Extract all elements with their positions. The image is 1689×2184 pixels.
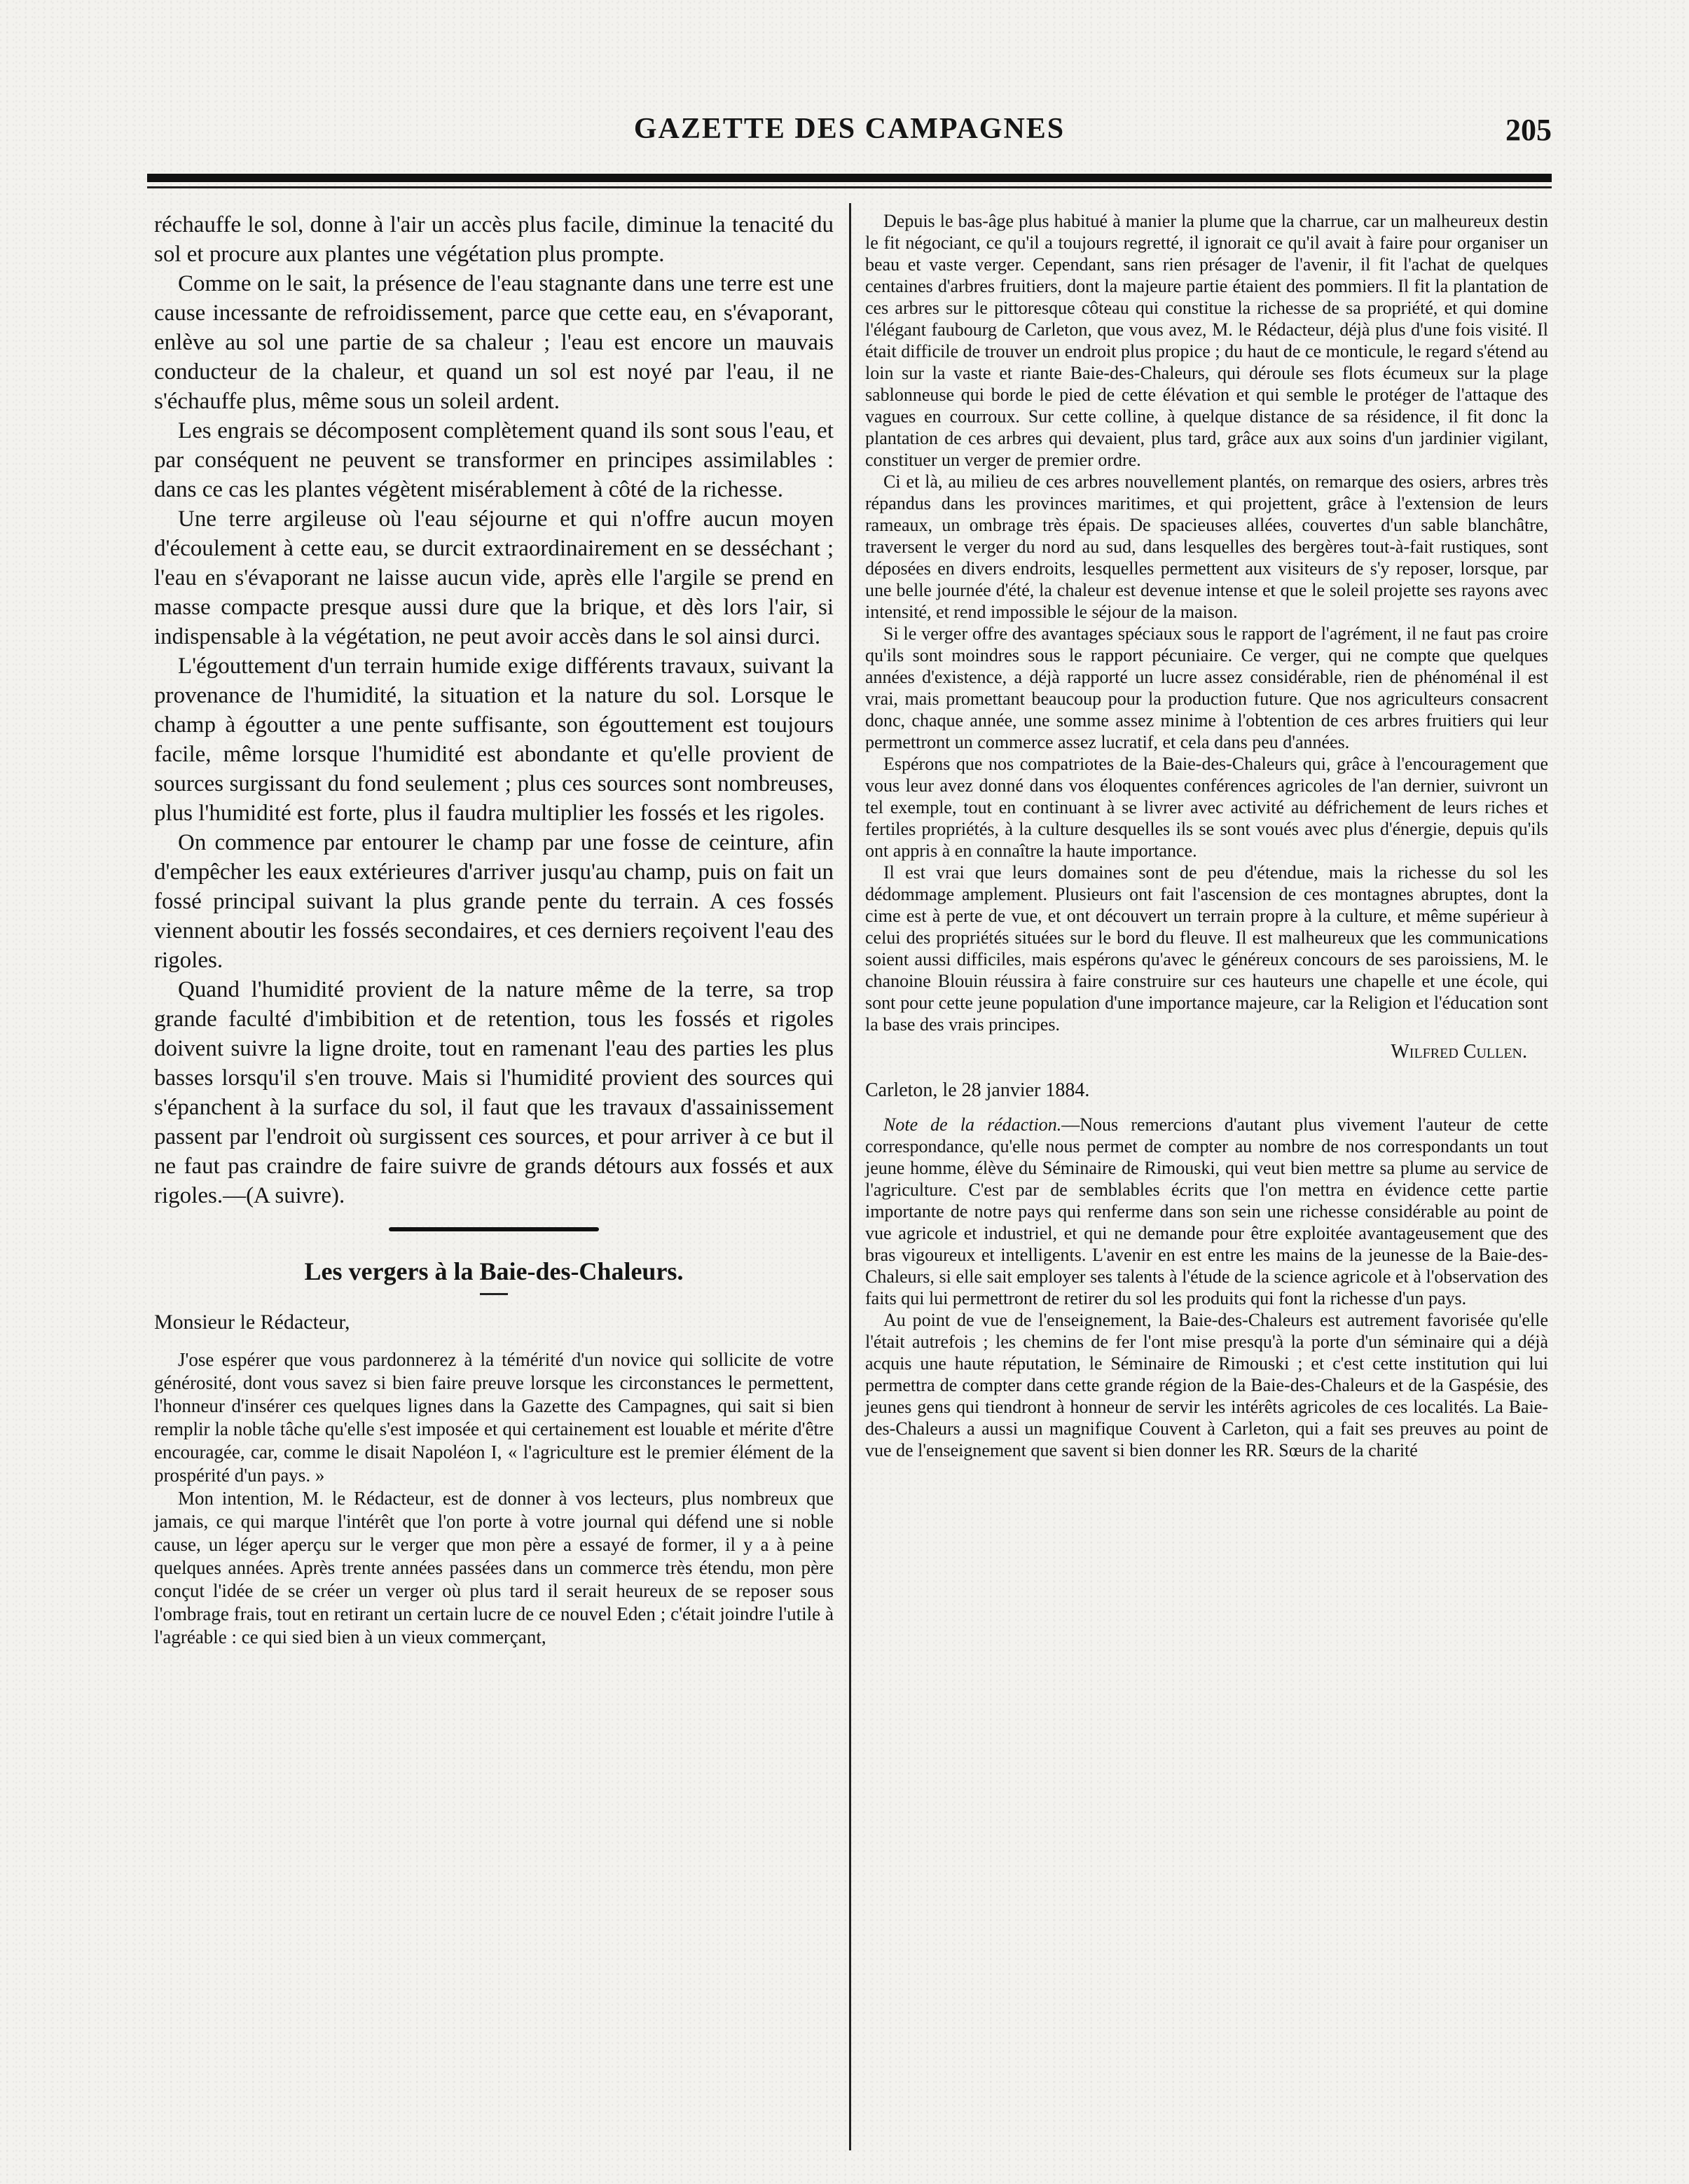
title-dash (480, 1293, 508, 1295)
paragraph: Les engrais se décomposent complètement quand ils sont sous l'eau, et par conséquent ne peuvent se transformer en principes assimilables : dans ce cas les plantes végètent misérablement à côté de la richesse. (154, 418, 834, 502)
note-label: Note de la rédaction. (883, 1114, 1062, 1135)
paragraph: Depuis le bas-âge plus habitué à manier la plume que la charrue, car un malheureux destin le fit négociant, ce qu'il a toujours regretté, il ignorait ce qu'il avait à faire pour organiser un beau et vaste verger. Cependant, sans rien présager de l'avenir, il fit l'achat de quelques centaines d'arbres fruitiers, dont la majeure partie étaient des pommiers. Il fit la plantation de ces arbres sur le pittoresque côteau qui constitue la richesse de sa propriété, et qui domine l'élégant faubourg de Carleton, que vous avez, M. le Rédacteur, déjà plus d'une fois visité. Il était difficile de trouver un endroit plus propice ; du haut de ce monticule, le regard s'étend au loin sur la vaste et riante Baie-des-Chaleurs, qui déroule ses flots écumeux sur la plage sablonneuse qui borde le pied de cette élévation et qui semble le protéger de l'attaque des vagues en courroux. Sur cette colline, à quelque distance de sa résidence, il fit donc la plantation de ces arbres qui devaient, plus tard, grâce aux aux soins d'un jardinier vigilant, constituer un verger de premier ordre. (865, 211, 1548, 470)
column-divider (849, 203, 851, 2150)
paragraph: Une terre argileuse où l'eau séjourne et qui n'offre aucun moyen d'écoulement à cette eau, se durcit extraordinairement en se desséchant ; l'eau en s'évaporant ne laisse aucun vide, après elle l'argile se prend en masse compacte presque aussi dure que la brique, et dès lors l'air, si indispensable à la végétation, ne peut avoir accès dans le sol ainsi durci. (154, 506, 834, 649)
paragraph: Comme on le sait, la présence de l'eau stagnante dans une terre est une cause incessante de refroidissement, parce que cette eau, en s'évaporant, enlève au sol une partie de sa chaleur ; l'eau est encore un mauvais conducteur de la chaleur, et quand un sol est noyé par l'eau, il ne s'échauffe plus, même sous un soleil ardent. (154, 271, 834, 414)
editor-note-paragraph: Au point de vue de l'enseignement, la Baie-des-Chaleurs est autrement favorisée qu'elle l'était autrefois ; les chemins de fer l'ont mise presqu'à la porte d'un séminaire qui a déjà acquis une haute réputation, le Séminaire de Rimouski ; et c'est cette institution qui lui permettra de compter dans cette grande région de la Baie-des-Chaleurs et de la Gaspésie, des jeunes gens qui tiendront à honneur de servir les intérêts agricoles de ces localités. La Baie-des-Chaleurs a aussi un magnifique Couvent à Carleton, qui a fait ses preuves au point de vue de l'enseignement que savent si bien donner les RR. Sœurs de la charité (865, 1310, 1548, 1460)
editor-note (865, 1114, 1548, 1309)
article-title: Les vergers à la Baie-des-Chaleurs. (304, 1257, 684, 1285)
paragraph: On commence par entourer le champ par une fosse de ceinture, afin d'empêcher les eaux extérieures d'arriver jusqu'au champ, puis on fait un fossé principal suivant la plus grande pente du terrain. A ces fossés viennent aboutir les fossés secondaires, et ces derniers reçoivent l'eau des rigoles. (154, 830, 834, 973)
header-rule-thick (147, 174, 1552, 182)
page-header (147, 112, 1552, 161)
paragraph: Quand l'humidité provient de la nature même de la terre, sa trop grande faculté d'imbibition et de retention, tous les fossés et rigoles doivent suivre la ligne droite, tout en ramenant l'eau des parties les plus basses lorsqu'il s'en trouve. Mais si l'humidité provient des sources qui s'épanchent à la surface du sol, il faut que les travaux d'assainissement passent par l'endroit où surgissent ces sources, et pour arriver à ce but il ne faut pas craindre de faire suivre de grands détours aux fossés et aux rigoles.—(A suivre). (154, 977, 834, 1208)
paragraph: Il est vrai que leurs domaines sont de peu d'étendue, mais la richesse du sol les dédommage amplement. Plusieurs ont fait l'ascension de ces montagnes abruptes, dont la cime est à perte de vue, et ont découvert un terrain propre à la culture, et même supérieur à celui des propriétés situées sur le bord du fleuve. Il est malheureux que les communications soient aussi difficiles, mais espérons qu'avec le généreux concours de ses paroissiens, M. le chanoine Blouin réussira à faire construire sur ces hauteurs une chapelle et une école, qui sont pour cette jeune population d'une importance majeure, car la Religion et l'éducation sont la base des vrais principes. (865, 862, 1548, 1035)
signature: Wilfred Cullen. (1391, 1041, 1527, 1063)
paragraph: Si le verger offre des avantages spéciaux sous le rapport de l'agrément, il ne faut pas croire qu'ils sont moindres sous le rapport pécuniaire. Ce verger, qui ne compte que quelques années d'existence, a déjà rapporté un lucre assez considérable, rien de phénoménal il est vrai, mais promettant beaucoup pour la production future. Que nos agriculteurs consacrent donc, chaque année, une somme assez minime à l'obtention de ces arbres fruitiers qui leur permettront un commerce assez lucratif, et cela dans peu d'années. (865, 623, 1548, 752)
note-text: —Nous remercions d'autant plus vivement l'auteur de cette correspondance, qu'elle nous permet de compter au nombre de nos correspondants un tout jeune homme, élève du Séminaire de Rimouski, qui veut bien mettre sa plume au service de l'agriculture. C'est par de semblables écrits que l'on mettra en évidence cette partie importante de notre pays qui renferme dans son sein une richesse considérable au point de vue agricole et industriel, et qui ne demande pour être exploitée avantageusement que des bras vigoureux et intelligents. L'avenir en est entre les mains de la jeunesse de la Baie-des-Chaleurs, si elle sait employer ses talents à l'étude de la science agricole et à l'observation des faits qui lui permettront de retirer du sol les produits qui font la richesse d'un pays. (865, 1114, 1549, 1308)
letter-paragraph: Mon intention, M. le Rédacteur, est de donner à vos lecteurs, plus nombreux que jamais, ce qui marque l'intérêt que l'on porte à votre journal qui défend une si noble cause, un léger aperçu sur le verger que mon père a essayé de former, il y a à peine quelques années. Après trente années passées dans un commerce très étendu, mon père conçut l'idée de se créer un verger où plus tard il serait heureux de se reposer sous l'ombrage frais, tout en retirant un certain lucre de ce nouvel Eden ; c'était joindre l'utile à l'agréable : ce qui sied bien à un vieux commerçant, (154, 1488, 834, 1647)
section-separator (389, 1227, 599, 1231)
left-column (154, 210, 834, 1649)
paragraph: Ci et là, au milieu de ces arbres nouvellement plantés, on remarque des osiers, arbres très répandus dans les provinces maritimes, et qui projettent, grâce à l'extension de leurs rameaux, un ombrage très épais. De spacieuses allées, couvertes d'un sable blanchâtre, traversent le verger du nord au sud, dans lesquelles des bergères tout-à-fait rustiques, sont déposées en divers endroits, lesquelles permettent aux visiteurs de s'y reposer, lorsque, par une belle journée d'été, la chaleur est devenue intense et que le soleil projette ses rayons avec intensité, et rend impossible le séjour de la maison. (865, 471, 1548, 622)
masthead-title: GAZETTE DES CAMPAGNES (633, 113, 1066, 145)
letter-paragraph: J'ose espérer que vous pardonnerez à la témérité d'un novice qui sollicite de votre générosité, dont vous savez si bien faire preuve lorsque les circonstances le permettent, l'honneur d'insérer ces quelques lignes dans la Gazette des Campagnes, qui sait si bien remplir la noble tâche qu'elle s'est imposée et qui certainement est louable et mérite d'être encouragée, car, comme le disait Napoléon I, « l'agriculture est le premier élément de la prospérité d'un pays. » (154, 1349, 834, 1486)
header-rule-thin (147, 186, 1552, 188)
dateline: Carleton, le 28 janvier 1884. (865, 1079, 1090, 1101)
paragraph: L'égouttement d'un terrain humide exige différents travaux, suivant la provenance de l'humidité, la situation et la nature du sol. Lorsque le champ à égoutter a une pente suffisante, son égouttement est toujours facile, même lorsque l'humidité est abondante et qu'elle provient de sources surgissant du fond seulement ; plus ces sources sont nombreuses, plus l'humidité est forte, plus il faudra multiplier les fossés et les rigoles. (154, 654, 834, 826)
paragraph: réchauffe le sol, donne à l'air un accès plus facile, diminue la tenacité du sol et procure aux plantes une végétation plus prompte. (154, 212, 834, 267)
salutation: Monsieur le Rédacteur, (154, 1311, 350, 1334)
page-number: 205 (1505, 113, 1552, 147)
right-column (865, 210, 1548, 1461)
paragraph: Espérons que nos compatriotes de la Baie-des-Chaleurs qui, grâce à l'encouragement que vous leur avez donné dans vos éloquentes conférences agricoles de l'an dernier, suivront un tel exemple, tout en continuant à se livrer avec activité au défrichement de leurs riches et fertiles propriétés, à la culture desquelles ils se sont voués avec plus d'énergie, depuis qu'ils ont appris à en connaître la haute importance. (865, 754, 1548, 861)
